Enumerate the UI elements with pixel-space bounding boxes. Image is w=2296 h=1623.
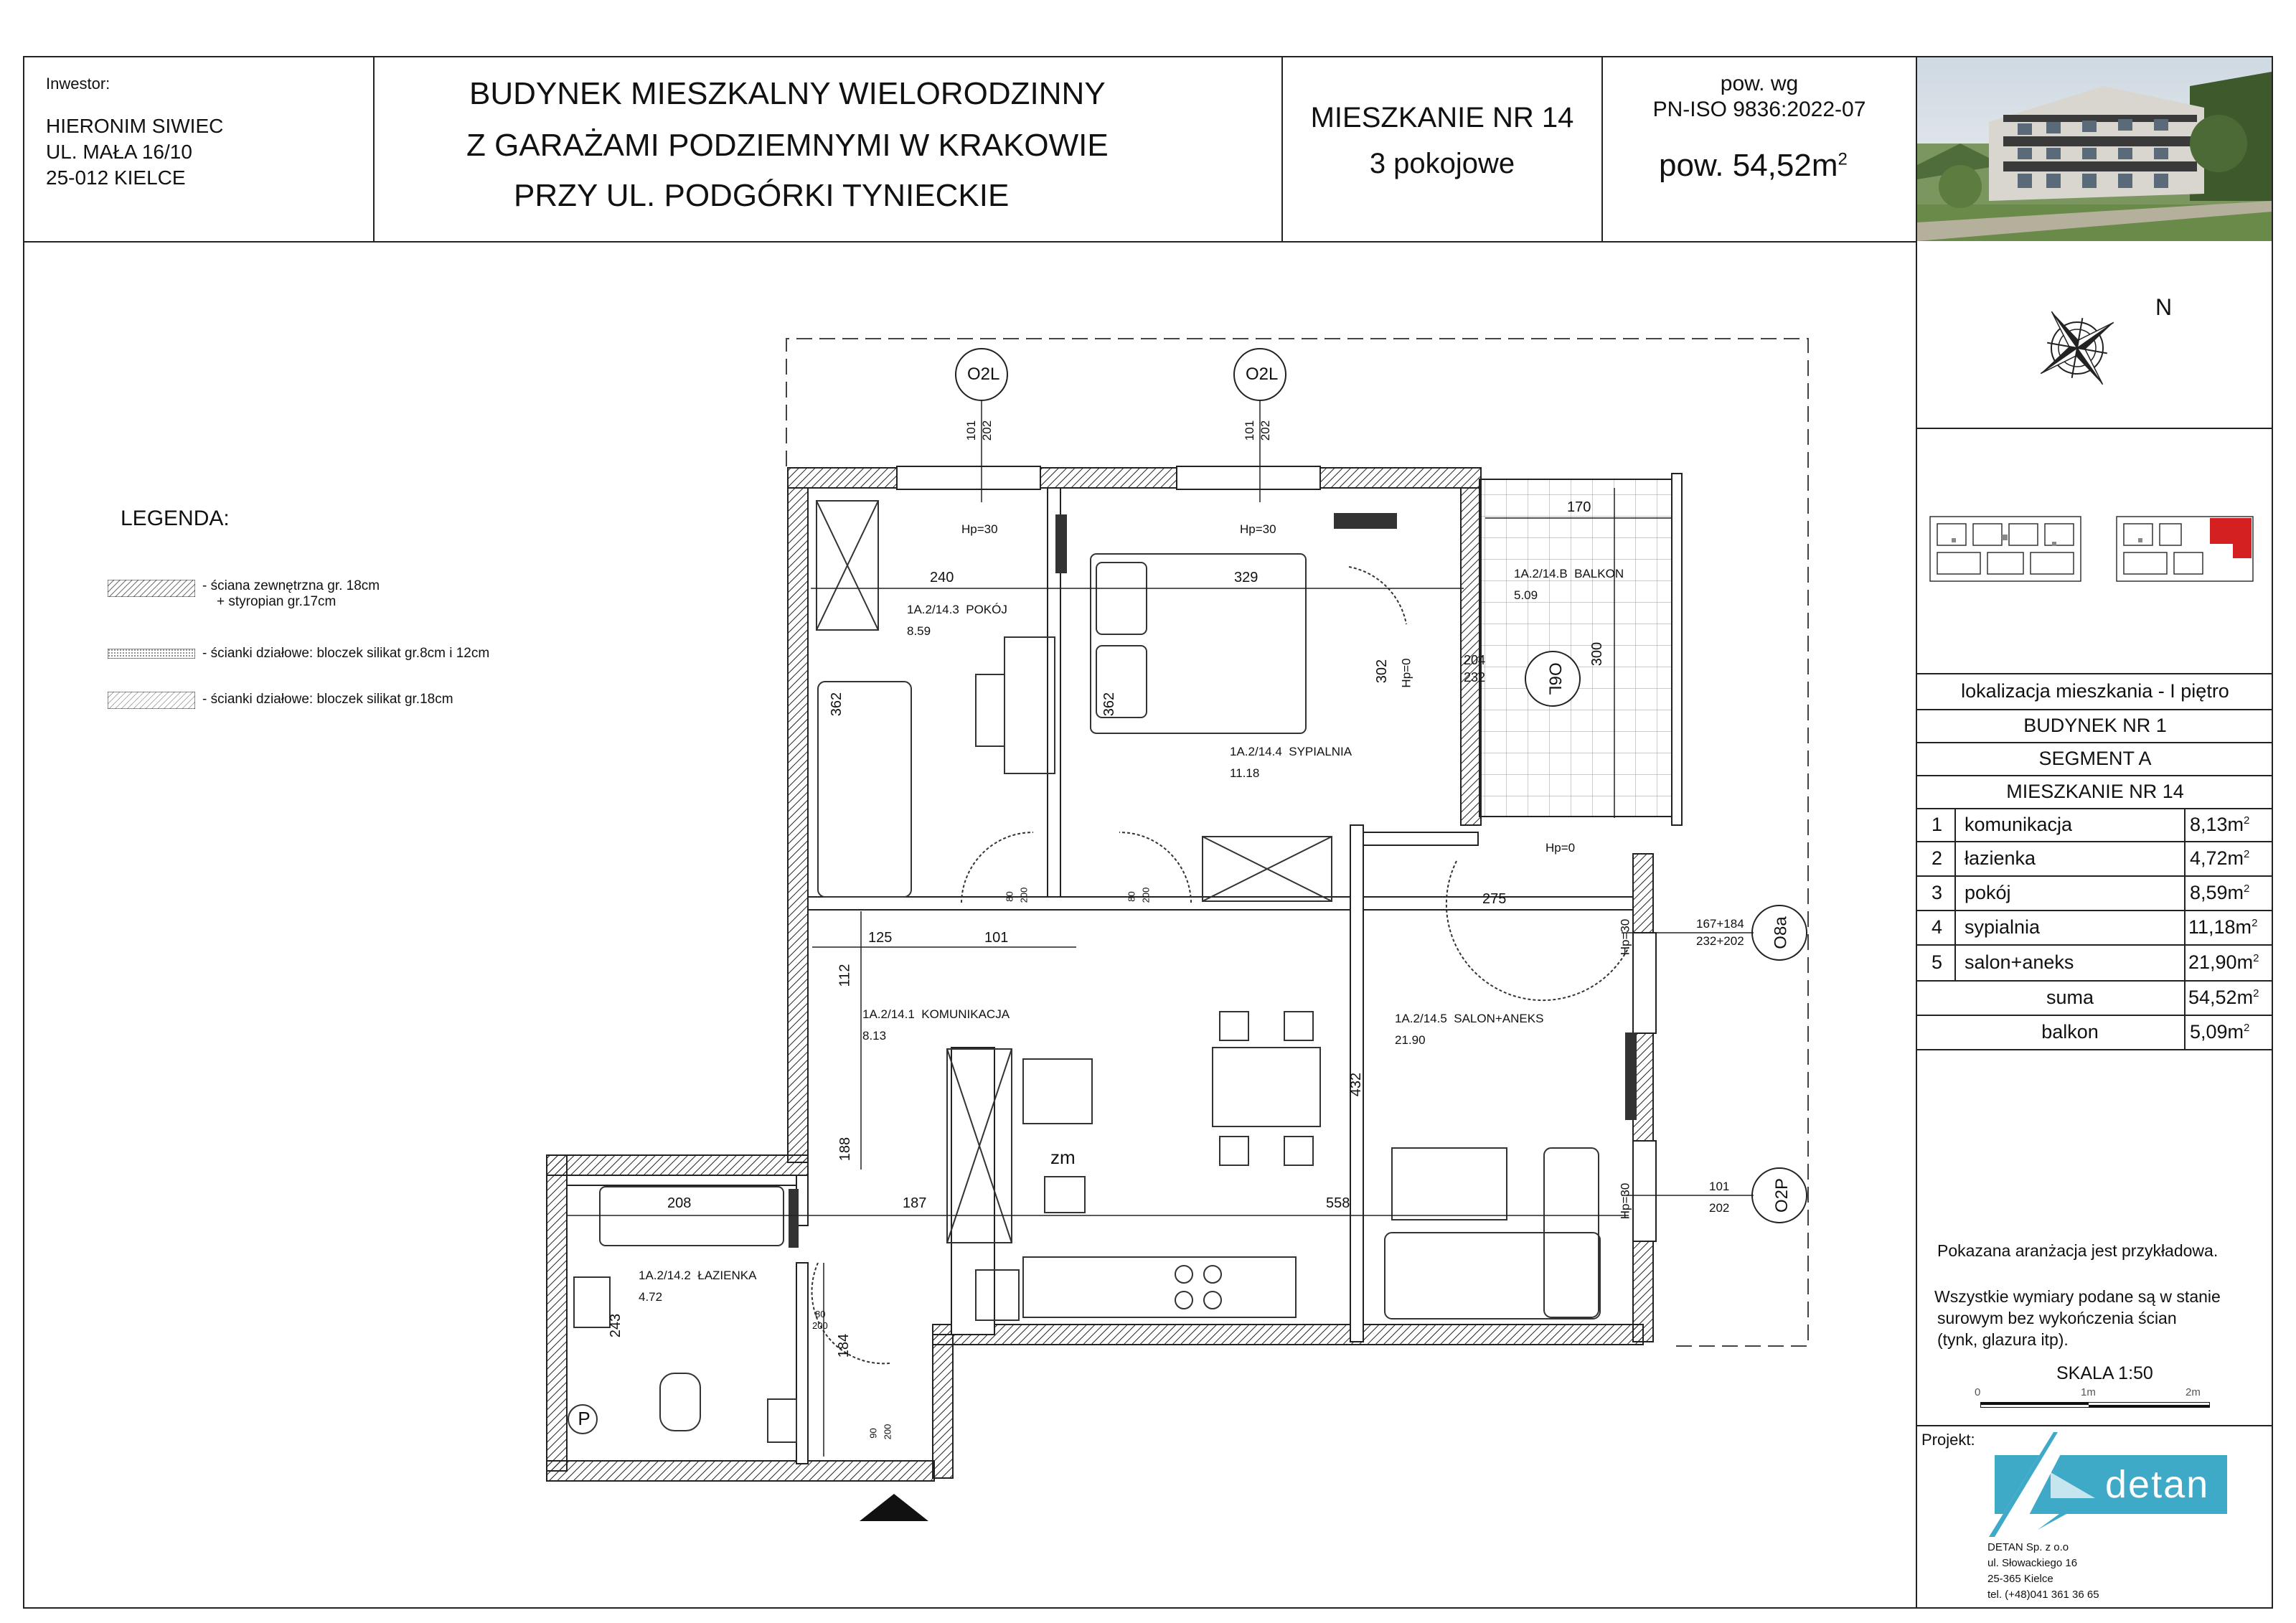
legend-title: LEGENDA: xyxy=(121,507,230,530)
dim-label: 204 xyxy=(1464,653,1486,667)
legend-swatch-partition-thick xyxy=(108,692,195,709)
room-area-sup: 2 xyxy=(2244,814,2250,827)
room-code: 1A.2/14.1 xyxy=(862,1007,915,1021)
table-row-line-7 xyxy=(1917,1049,2273,1050)
room-area-sup: 2 xyxy=(2244,847,2250,860)
room-name: POKÓJ xyxy=(966,603,1007,616)
legend-exterior-text: - ściana zewnętrzna gr. 18cm xyxy=(202,578,380,593)
door-dim: 80 xyxy=(1126,891,1137,902)
legend-partition-thick-text: - ścianki działowe: bloczek silikat gr.18cm xyxy=(202,692,453,707)
dim-label: 232 xyxy=(1464,670,1486,685)
balcony-area-sup: 2 xyxy=(2244,1021,2250,1034)
room-area: 21.90 xyxy=(1395,1033,1426,1047)
north-compass-icon xyxy=(2023,294,2131,402)
hp-label: Hp=30 xyxy=(1618,918,1632,956)
dim-label: 232+202 xyxy=(1696,934,1744,948)
note-dimensions-2: surowym bez wykończenia ścian xyxy=(1937,1309,2177,1327)
room-no: 5 xyxy=(1932,951,1943,973)
room-area-sup: 2 xyxy=(2252,916,2258,929)
room-area-value: 11,18m xyxy=(2188,916,2252,938)
meter-label: zm xyxy=(1050,1147,1076,1168)
room-label-salon xyxy=(1395,1012,1543,1055)
room-area-value: 8,59m xyxy=(2190,881,2244,903)
dim-label: 243 xyxy=(608,1313,624,1338)
building-title-line3: PRZY UL. PODGÓRKI TYNIECKIE xyxy=(514,178,1010,213)
room-area xyxy=(2190,847,2249,870)
room-area xyxy=(2190,882,2249,904)
room-name: ŁAZIENKA xyxy=(697,1269,757,1282)
door-dim: 90 xyxy=(867,1428,879,1439)
sum-area xyxy=(2188,987,2259,1009)
window-dim: 101 xyxy=(1243,420,1257,441)
dim-label: 125 xyxy=(868,930,893,946)
table-row xyxy=(1917,910,2273,944)
investor-label: Inwestor: xyxy=(46,75,110,93)
header-divider-3 xyxy=(1601,56,1603,243)
window-tag: O2L xyxy=(967,364,1000,384)
area-total-value: pow. 54,52m xyxy=(1659,148,1838,183)
dim-label: 188 xyxy=(837,1137,854,1162)
door-dim: 200 xyxy=(1140,887,1152,903)
room-area xyxy=(2190,814,2249,836)
scale-label: SKALA 1:50 xyxy=(2056,1363,2153,1383)
dim-label: 362 xyxy=(1101,692,1118,717)
room-code: 1A.2/14.4 xyxy=(1230,745,1282,758)
scale-bar-seg xyxy=(2089,1405,2209,1408)
dim-label: 329 xyxy=(1234,570,1258,585)
room-area-sup: 2 xyxy=(2244,882,2250,895)
scale-bar xyxy=(1980,1402,2210,1408)
door-dim: 200 xyxy=(1018,887,1030,903)
area-norm-line1: pow. wg xyxy=(1720,72,1799,95)
room-area-sup: 2 xyxy=(2253,951,2259,964)
window-tag: O6L xyxy=(1545,662,1565,695)
legend-exterior-text2: + styropian gr.17cm xyxy=(217,594,337,609)
room-name: łazienka xyxy=(1965,847,2036,869)
room-area-value: 21,90m xyxy=(2188,951,2254,973)
hp-label: Hp=30 xyxy=(961,522,998,536)
hp-label: Hp=30 xyxy=(1618,1182,1632,1220)
dim-label: 170 xyxy=(1567,499,1591,515)
rooms-table xyxy=(1917,808,2273,1049)
dim-label: 240 xyxy=(930,570,954,585)
legend-partition-thin-text: - ścianki działowe: bloczek silikat gr.8cm i 12cm xyxy=(202,646,490,661)
room-area xyxy=(2188,951,2259,974)
dim-label: 208 xyxy=(667,1195,692,1211)
window-tag: O2P xyxy=(1772,1177,1792,1213)
room-label-balkon xyxy=(1514,567,1624,610)
header-divider-1 xyxy=(373,56,375,243)
room-no: 1 xyxy=(1932,813,1943,835)
investor-street: UL. MAŁA 16/10 xyxy=(46,141,192,163)
room-area: 8.59 xyxy=(907,624,931,638)
door-dim: 80 xyxy=(815,1309,826,1319)
room-label-lazienka xyxy=(639,1269,756,1312)
table-row xyxy=(1917,944,2273,980)
window-dim: 101 xyxy=(964,420,979,441)
room-area: 5.09 xyxy=(1514,588,1538,602)
project-label: Projekt: xyxy=(1921,1431,1975,1449)
dim-label: 184 xyxy=(836,1333,852,1358)
area-total-sup: 2 xyxy=(1838,149,1848,169)
room-name: sypialnia xyxy=(1965,916,2041,938)
company-city: 25-365 Kielce xyxy=(1987,1573,2053,1585)
parking-icon: P xyxy=(578,1408,591,1429)
header-divider-2 xyxy=(1281,56,1283,243)
legend-swatch-exterior xyxy=(108,580,195,597)
location-apartment: MIESZKANIE NR 14 xyxy=(2006,781,2184,802)
investor-name: HIERONIM SIWIEC xyxy=(46,115,224,137)
dim-label: 101 xyxy=(1709,1180,1730,1193)
window-dim: 202 xyxy=(980,420,994,441)
room-no: 4 xyxy=(1932,916,1943,938)
room-area xyxy=(2188,916,2257,938)
loc-line-2 xyxy=(1917,742,2273,743)
room-code: 1A.2/14.2 xyxy=(639,1269,691,1282)
room-area: 11.18 xyxy=(1230,766,1260,780)
dim-label: 112 xyxy=(837,964,853,987)
room-code: 1A.2/14.B xyxy=(1514,567,1568,580)
hp-label: Hp=0 xyxy=(1545,841,1576,855)
dim-label: 167+184 xyxy=(1696,917,1744,931)
table-sum-row xyxy=(1917,980,2273,1015)
dim-label: 202 xyxy=(1709,1201,1730,1215)
scale-0: 0 xyxy=(1975,1386,1981,1398)
room-code: 1A.2/14.5 xyxy=(1395,1012,1447,1025)
door-dim: 80 xyxy=(1004,891,1015,902)
dim-label: 558 xyxy=(1326,1195,1350,1211)
sum-area-value: 54,52m xyxy=(2188,986,2254,1008)
room-label-pokoj xyxy=(907,603,1007,646)
right-sep-table-bottom xyxy=(1916,1425,2273,1426)
room-name: SYPIALNIA xyxy=(1289,745,1352,758)
room-name: komunikacja xyxy=(1965,813,2073,835)
window-tag: O2L xyxy=(1246,364,1279,384)
hp-label: Hp=30 xyxy=(1240,522,1276,536)
table-balcony-row xyxy=(1917,1015,2273,1049)
balcony-area-value: 5,09m xyxy=(2190,1020,2244,1043)
room-name: KOMUNIKACJA xyxy=(921,1007,1010,1021)
location-caption: lokalizacja mieszkania - I piętro xyxy=(1961,680,2229,702)
scale-bar-seg xyxy=(1981,1403,2089,1405)
balcony-label: balkon xyxy=(2041,1020,2099,1043)
note-dimensions-3: (tynk, glazura itp). xyxy=(1937,1330,2069,1349)
loc-line-1 xyxy=(1917,709,2273,710)
floor-plan xyxy=(531,330,1822,1521)
detan-logo xyxy=(1987,1429,2231,1537)
right-sep-keyplan-bottom xyxy=(1916,673,2273,674)
north-label: N xyxy=(2155,294,2173,320)
location-building: BUDYNEK NR 1 xyxy=(2023,715,2167,736)
room-no: 2 xyxy=(1932,847,1943,869)
door-dim: 200 xyxy=(882,1424,893,1440)
sum-area-sup: 2 xyxy=(2253,987,2259,999)
room-name: SALON+ANEKS xyxy=(1454,1012,1544,1025)
building-title-line2: Z GARAŻAMI PODZIEMNYMI W KRAKOWIE xyxy=(466,128,1109,163)
loc-line-3 xyxy=(1917,775,2273,776)
room-area: 4.72 xyxy=(639,1290,663,1304)
header-bottom-line xyxy=(23,241,1917,243)
dim-label: 300 xyxy=(1589,641,1606,667)
hp-label: Hp=0 xyxy=(1399,658,1413,688)
window-dim: 202 xyxy=(1258,420,1273,441)
note-arrangement: Pokazana aranżacja jest przykładowa. xyxy=(1937,1241,2219,1260)
dim-label: 101 xyxy=(984,930,1009,946)
room-label-sypialnia xyxy=(1230,745,1352,788)
room-name: BALKON xyxy=(1574,567,1624,580)
dim-label: 275 xyxy=(1482,891,1507,907)
dim-label: 432 xyxy=(1348,1072,1365,1097)
window-tag: O8a xyxy=(1771,916,1791,949)
apartment-rooms: 3 pokojowe xyxy=(1369,148,1515,179)
building-title-line1: BUDYNEK MIESZKALNY WIELORODZINNY xyxy=(469,76,1106,111)
scale-1m: 1m xyxy=(2081,1386,2096,1398)
room-area: 8.13 xyxy=(862,1029,887,1043)
table-row xyxy=(1917,808,2273,841)
company-phone: tel. (+48)041 361 36 65 xyxy=(1987,1589,2099,1601)
key-plan-image xyxy=(1923,509,2267,596)
building-render-image xyxy=(1917,57,2272,241)
scale-2m: 2m xyxy=(2186,1386,2201,1398)
company-street: ul. Słowackiego 16 xyxy=(1987,1557,2078,1569)
table-row xyxy=(1917,875,2273,910)
room-name: salon+aneks xyxy=(1965,951,2074,973)
apartment-title: MIESZKANIE NR 14 xyxy=(1310,102,1574,133)
table-row xyxy=(1917,841,2273,875)
sum-label: suma xyxy=(2046,986,2094,1008)
investor-city: 25-012 KIELCE xyxy=(46,166,186,189)
location-segment: SEGMENT A xyxy=(2038,748,2152,769)
area-norm-line2: PN-ISO 9836:2022-07 xyxy=(1652,98,1866,121)
area-total xyxy=(1659,148,1848,184)
room-name: pokój xyxy=(1965,881,2011,903)
room-code: 1A.2/14.3 xyxy=(907,603,959,616)
room-area-value: 4,72m xyxy=(2190,847,2244,869)
dim-label: 187 xyxy=(903,1195,927,1211)
logo-text: detan xyxy=(2105,1463,2210,1506)
room-area-value: 8,13m xyxy=(2190,813,2244,835)
room-no: 3 xyxy=(1932,881,1943,903)
right-sep-compass-bottom xyxy=(1916,428,2273,429)
room-label-komunikacja xyxy=(862,1007,1010,1050)
legend-swatch-partition-thin xyxy=(108,649,195,659)
note-dimensions-1: Wszystkie wymiary podane są w stanie xyxy=(1934,1287,2221,1306)
company-name: DETAN Sp. z o.o xyxy=(1987,1541,2069,1553)
dim-label: 362 xyxy=(829,692,845,717)
door-dim: 200 xyxy=(812,1320,828,1331)
balcony-area xyxy=(2190,1021,2249,1043)
dim-label: 302 xyxy=(1374,659,1391,684)
